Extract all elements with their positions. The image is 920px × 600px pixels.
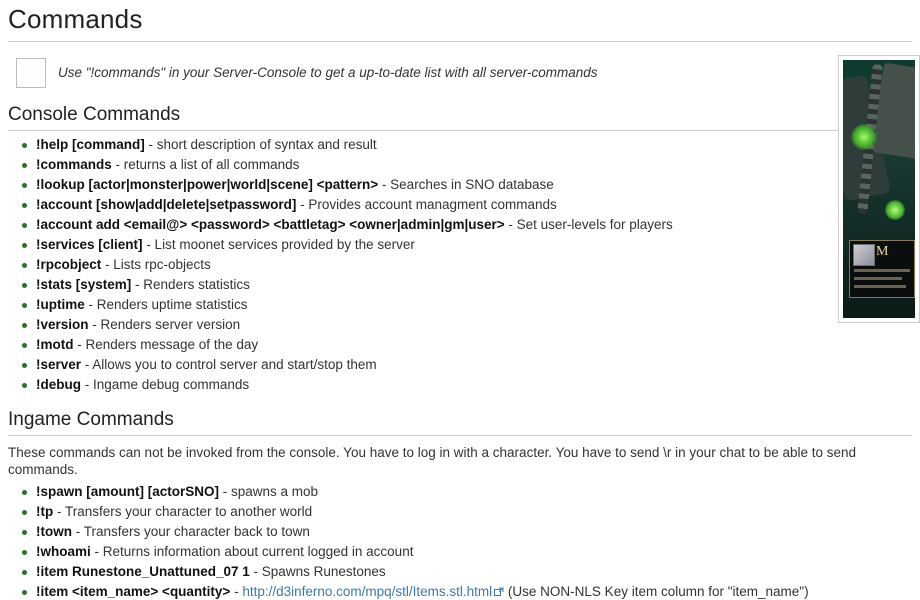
list-item: [22, 257, 912, 273]
command-name: !account [show|add|delete|setpassword]: [36, 197, 297, 212]
image-item-title: M: [876, 244, 889, 259]
command-name: !version: [36, 317, 89, 332]
command-name: !motd: [36, 337, 74, 352]
list-item: [22, 357, 912, 373]
ingame-commands-heading: Ingame Commands: [8, 409, 912, 436]
command-name: !town: [36, 524, 72, 539]
list-item: [22, 237, 912, 253]
list-item: [22, 564, 912, 580]
ingame-intro-text: These commands can not be invoked from the console. You have to log in with a character. You have to send \r in your chat to be able to send commands.: [8, 445, 857, 477]
command-name: !uptime: [36, 297, 85, 312]
command-description: - Renders server version: [88, 317, 241, 332]
external-link-icon: [494, 587, 504, 597]
image-tooltip-line: [854, 277, 902, 280]
command-name: !item <item_name> <quantity>: [36, 584, 231, 599]
command-description: - Transfers your character to another world: [53, 504, 313, 519]
command-name: !server: [36, 357, 82, 372]
image-item-tooltip: [849, 240, 915, 298]
command-description: (Use NON-NLS Key item column for "item_name"): [504, 584, 809, 599]
command-name: !whoami: [36, 544, 91, 559]
side-image-panel[interactable]: [838, 55, 920, 323]
list-item: [22, 217, 912, 233]
note-icon-box: [16, 58, 46, 88]
note-text: Use "!commands" in your Server-Console to get a up-to-date list with all server-commands: [58, 65, 598, 80]
note-row: [8, 58, 912, 88]
command-description: - Renders uptime statistics: [84, 297, 248, 312]
list-item: [22, 157, 912, 173]
command-description: - Returns information about current logged in account: [90, 544, 414, 559]
command-description: - Set user-levels for players: [504, 217, 673, 232]
command-name: !tp: [36, 504, 54, 519]
image-item-icon: [853, 244, 875, 266]
list-item: [22, 337, 912, 353]
command-description: - Renders message of the day: [73, 337, 259, 352]
list-item: [22, 137, 912, 153]
image-glow-b: [885, 200, 905, 220]
command-name: !rpcobject: [36, 257, 102, 272]
list-item: [22, 377, 912, 393]
command-description: - Ingame debug commands: [81, 377, 250, 392]
command-name: !account add <email@> <password> <battletag> <owner|admin|gm|user>: [36, 217, 505, 232]
command-description: - Provides account managment commands: [296, 197, 557, 212]
command-description: - short description of syntax and result: [144, 137, 377, 152]
command-description: - spawns a mob: [219, 484, 319, 499]
command-name: !services [client]: [36, 237, 143, 252]
command-description: - Lists rpc-objects: [101, 257, 211, 272]
list-item: [22, 317, 912, 333]
items-stl-link[interactable]: http://d3inferno.com/mpq/stl/Items.stl.html: [242, 584, 493, 599]
command-name: !lookup [actor|monster|power|world|scene] <pattern>: [36, 177, 379, 192]
command-name: !stats [system]: [36, 277, 132, 292]
command-name: !spawn [amount] [actorSNO]: [36, 484, 220, 499]
command-name: !commands: [36, 157, 112, 172]
list-item-with-link: [22, 584, 912, 600]
game-screenshot-thumbnail[interactable]: [843, 60, 915, 318]
command-description: - returns a list of all commands: [111, 157, 300, 172]
command-description: - Allows you to control server and start/stop them: [81, 357, 377, 372]
command-description: - Transfers your character back to town: [72, 524, 310, 539]
image-glow-a: [851, 124, 877, 150]
list-item: [22, 177, 912, 193]
command-description: - Renders statistics: [131, 277, 250, 292]
list-item: [22, 277, 912, 293]
page-title: Commands: [8, 0, 912, 42]
list-item: [22, 297, 912, 313]
command-description: - Searches in SNO database: [378, 177, 554, 192]
command-name: !help [command]: [36, 137, 145, 152]
list-item: [22, 544, 912, 560]
list-item: [22, 524, 912, 540]
image-tooltip-line: [854, 285, 906, 288]
list-item: [22, 484, 912, 500]
command-description: - List moonet services provided by the server: [142, 237, 415, 252]
command-separator: -: [230, 584, 243, 599]
console-commands-list: [8, 137, 912, 393]
command-description: - Spawns Runestones: [249, 564, 386, 579]
command-name: !debug: [36, 377, 81, 392]
image-tooltip-line: [854, 269, 910, 272]
console-commands-heading: Console Commands: [8, 104, 912, 131]
command-name: !item Runestone_Unattuned_07 1: [36, 564, 250, 579]
list-item: [22, 504, 912, 520]
list-item: [22, 197, 912, 213]
ingame-commands-list: [8, 484, 912, 600]
